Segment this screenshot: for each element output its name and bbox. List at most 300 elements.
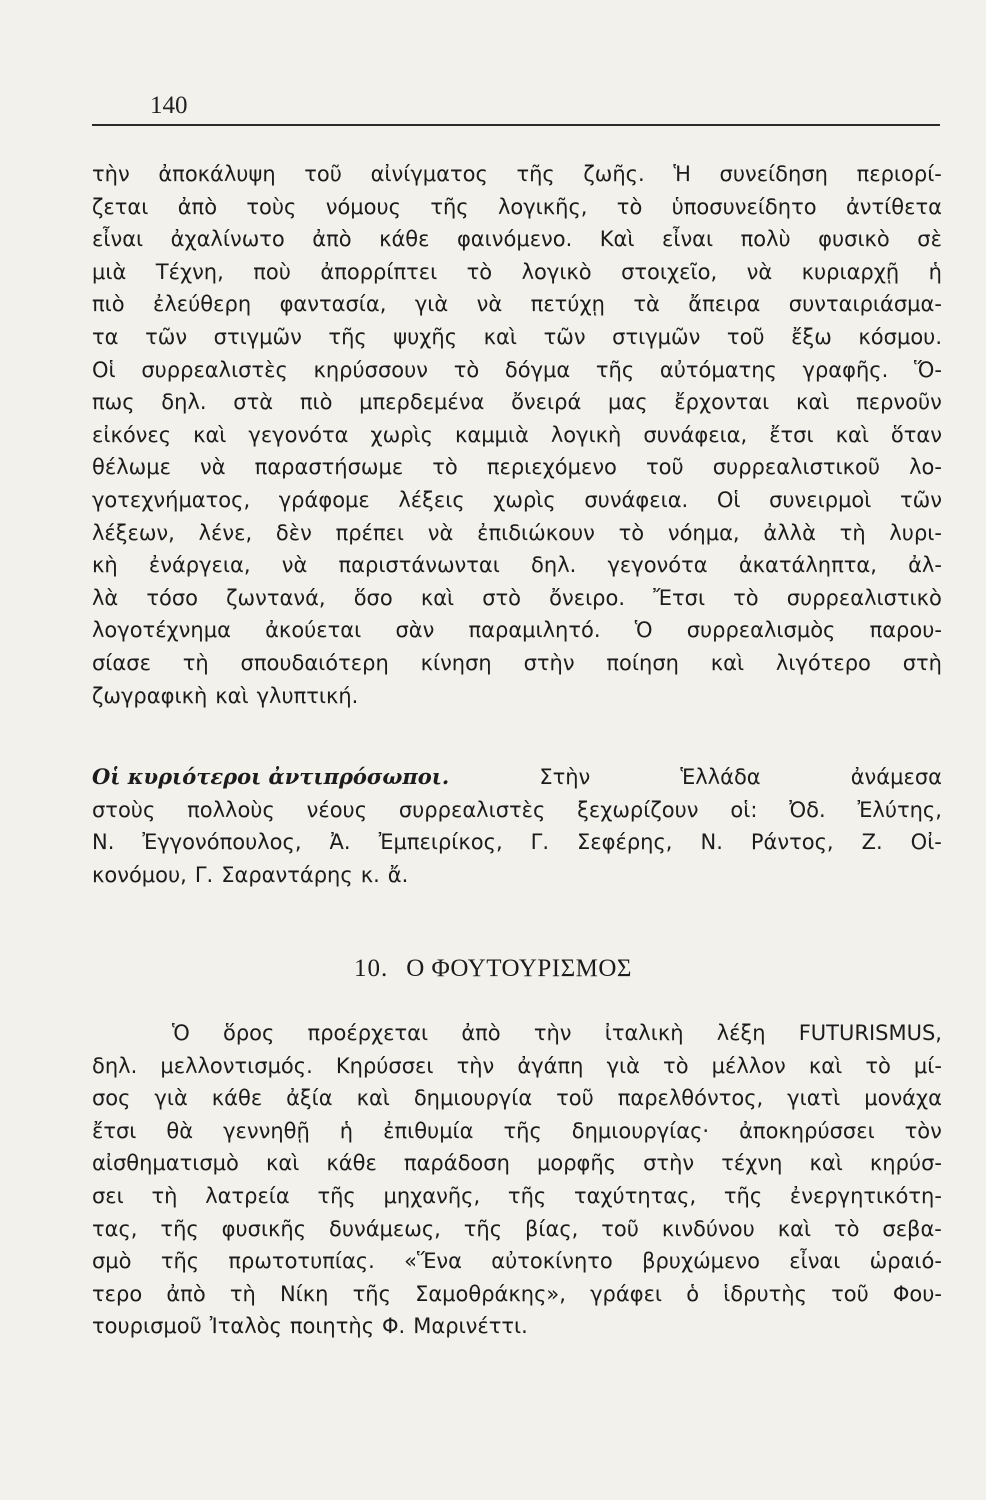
word: κάθε bbox=[326, 1151, 377, 1176]
text-line bbox=[92, 794, 942, 827]
word: ἐπιθυμία bbox=[383, 1118, 474, 1143]
word: δυνάμεως, bbox=[328, 1216, 441, 1241]
word: γεννηθῇ bbox=[223, 1118, 310, 1143]
word: στὰ bbox=[233, 390, 274, 415]
word: πολὺ bbox=[740, 227, 791, 252]
word: εἶναι bbox=[661, 227, 714, 252]
word: δηλ. bbox=[531, 553, 577, 578]
word: λιγότερο bbox=[775, 650, 871, 675]
word: περιεχόμενο bbox=[486, 455, 617, 480]
word: ὅσο bbox=[353, 585, 393, 610]
word: τῆς bbox=[160, 1216, 199, 1241]
word: τὸ bbox=[466, 259, 493, 284]
word: κηρύσσουν bbox=[313, 357, 429, 382]
text-line bbox=[92, 1213, 942, 1246]
word: Ὁ bbox=[172, 1021, 190, 1045]
word: ἀποκηρύσσει bbox=[739, 1118, 875, 1143]
word: νὰ bbox=[427, 520, 454, 545]
word: ξεχωρίζουν bbox=[577, 797, 699, 822]
word: Ἡ bbox=[673, 162, 691, 186]
word: Γ. bbox=[194, 862, 214, 887]
paragraph-2 bbox=[92, 761, 942, 891]
text-line bbox=[92, 1115, 942, 1148]
word: πιὸ bbox=[299, 390, 333, 415]
word: νὰ bbox=[200, 455, 226, 480]
text-line bbox=[92, 761, 942, 794]
header-rule bbox=[92, 124, 940, 126]
word: τὴν bbox=[533, 1021, 572, 1045]
word: Ἐμπειρίκος, bbox=[378, 830, 503, 855]
word: Ἐλύτης, bbox=[857, 797, 942, 822]
word: παρου- bbox=[869, 618, 942, 643]
word: Φ. bbox=[382, 1314, 406, 1339]
word: Γ. bbox=[530, 830, 550, 855]
word: ποιητὴς bbox=[289, 1314, 375, 1339]
word: σεβα- bbox=[882, 1216, 942, 1241]
word: Ν. bbox=[92, 830, 115, 855]
word: ἔξω bbox=[791, 324, 832, 349]
word: κηρύσ- bbox=[869, 1151, 942, 1176]
word: καὶ bbox=[808, 1053, 843, 1078]
word: κ. bbox=[360, 862, 380, 887]
word: αἰνίγματος bbox=[370, 162, 488, 186]
word: λογικὴ bbox=[550, 422, 622, 447]
word: γοτεχνήματος, bbox=[92, 487, 251, 512]
word: περιορί- bbox=[856, 162, 942, 186]
word: συνείδηση bbox=[719, 162, 828, 186]
word: Τέχνη, bbox=[155, 259, 224, 284]
word: ἔρχονται bbox=[674, 390, 770, 415]
word: τὸ bbox=[453, 357, 480, 382]
word: τὸ bbox=[733, 585, 759, 610]
word: μιὰ bbox=[92, 259, 127, 284]
word: Ἰταλὸς bbox=[209, 1314, 282, 1339]
text-line bbox=[92, 1278, 942, 1311]
word: στοὺς bbox=[92, 797, 156, 822]
word: ὁ bbox=[686, 1281, 700, 1306]
word: ἀγάπη bbox=[517, 1053, 584, 1078]
word: συρρεαλιστὲς bbox=[141, 357, 288, 382]
word: στιγμῶν bbox=[213, 324, 302, 349]
word: ἀκούεται bbox=[265, 618, 362, 643]
word: Ὀδ. bbox=[789, 797, 826, 822]
word: τοῦ bbox=[646, 455, 684, 480]
word: λογοτέχνημα bbox=[92, 618, 231, 643]
word: τῶν bbox=[900, 487, 942, 512]
word: ζωγραφικὴ bbox=[92, 683, 208, 708]
word: ἀξία bbox=[286, 1086, 333, 1111]
word: συνειρμοὶ bbox=[769, 487, 872, 512]
word: τὴ bbox=[182, 650, 209, 675]
word: μας bbox=[608, 390, 648, 415]
word: ἀχαλίνωτο bbox=[170, 227, 285, 252]
word: Οἱ bbox=[92, 357, 116, 382]
text-line bbox=[92, 582, 942, 615]
word: αὐτοκίνητο bbox=[491, 1249, 613, 1274]
word: καὶ bbox=[777, 1216, 812, 1241]
text-line bbox=[92, 826, 942, 859]
word: στοιχεῖο, bbox=[621, 259, 718, 284]
text-line bbox=[92, 647, 942, 680]
word: συρρεαλιστικὸ bbox=[786, 585, 942, 610]
word: τουρισμοῦ bbox=[92, 1314, 202, 1339]
text-line bbox=[92, 256, 942, 289]
word: καὶ bbox=[215, 683, 249, 708]
word: ἀλ- bbox=[908, 553, 942, 578]
word: παρελθόντος, bbox=[617, 1086, 764, 1111]
word: τέχνη bbox=[721, 1151, 783, 1176]
word: τὰ bbox=[633, 292, 660, 317]
word: ἐνεργητικότη- bbox=[789, 1183, 942, 1208]
text-line bbox=[92, 321, 942, 354]
word: κάθε bbox=[211, 1086, 263, 1111]
section-title-text: Ο ΦΟΥΤΟΥΡΙΣΜΟΣ bbox=[406, 955, 632, 982]
word: ἐνάργεια, bbox=[148, 553, 251, 578]
word: μπερδεμένα bbox=[359, 390, 485, 415]
word: Οἱ bbox=[716, 487, 741, 512]
word: ἀπορρίπτει bbox=[320, 259, 438, 284]
word: χωρὶς bbox=[370, 422, 433, 447]
word: ἐπιδιώκουν bbox=[477, 520, 595, 545]
word: ἄ. bbox=[387, 862, 409, 887]
paragraph-1 bbox=[92, 158, 942, 712]
word: σει bbox=[92, 1183, 124, 1208]
text-line bbox=[92, 549, 942, 582]
word: Μαρινέττι. bbox=[413, 1314, 528, 1339]
word: λένε, bbox=[198, 520, 253, 545]
word: δηλ. bbox=[92, 1053, 138, 1078]
word: χωρὶς bbox=[493, 487, 556, 512]
word: ἀπὸ bbox=[312, 227, 352, 252]
word: πρωτοτυπίας. bbox=[228, 1249, 375, 1274]
word: ὅταν bbox=[890, 422, 942, 447]
word: τῆς bbox=[430, 194, 469, 219]
word: κυριαρχῇ bbox=[801, 259, 900, 284]
word: γεγονότα bbox=[248, 422, 349, 447]
word: Οἰ- bbox=[910, 830, 942, 855]
word: εἰκόνες bbox=[92, 422, 172, 447]
word: Νίκη bbox=[279, 1281, 329, 1306]
text-line bbox=[92, 1245, 942, 1278]
word: σὲ bbox=[917, 227, 942, 252]
page-number: 140 bbox=[150, 92, 188, 119]
text-line bbox=[92, 1180, 942, 1213]
word: ἀκατάληπτα, bbox=[738, 553, 877, 578]
word: βίας, bbox=[524, 1216, 579, 1241]
word: τῶν bbox=[145, 324, 188, 349]
word: τῆς bbox=[516, 162, 555, 186]
word: ὄνειρο. bbox=[549, 585, 626, 610]
word: σμὸ bbox=[92, 1249, 132, 1274]
word: τα bbox=[92, 324, 119, 349]
word: καμμιὰ bbox=[454, 422, 529, 447]
word: γιὰ bbox=[606, 1053, 640, 1078]
word: τοὺς bbox=[246, 194, 297, 219]
word: τῆς bbox=[507, 1183, 547, 1208]
word: Ἀ. bbox=[329, 830, 351, 855]
word: τὴ bbox=[839, 520, 866, 545]
word: αἰσθηματισμὸ bbox=[92, 1151, 239, 1176]
word: λὰ bbox=[92, 585, 119, 610]
word: γράφει bbox=[590, 1281, 663, 1306]
word: ἰταλικὴ bbox=[604, 1021, 684, 1045]
word: πρέπει bbox=[335, 520, 405, 545]
word: γλυπτική. bbox=[256, 683, 359, 708]
word: τερο bbox=[92, 1281, 143, 1306]
text-line bbox=[92, 1310, 942, 1343]
word: τὸ bbox=[663, 1053, 689, 1078]
paragraph-3 bbox=[92, 1017, 942, 1343]
text-line bbox=[92, 517, 942, 550]
text-line bbox=[92, 680, 942, 713]
word: τῆς bbox=[723, 1183, 763, 1208]
word: συνταιριάσμα- bbox=[788, 292, 942, 317]
word: μέλλον bbox=[711, 1053, 786, 1078]
word: νέους bbox=[306, 797, 368, 822]
word: Σαμοθράκης», bbox=[415, 1281, 566, 1306]
word: κίνηση bbox=[420, 650, 492, 675]
word: Φου- bbox=[892, 1281, 942, 1306]
word: νόημα, bbox=[667, 520, 740, 545]
word: γράφομε bbox=[278, 487, 370, 512]
word: τοῦ bbox=[556, 1086, 594, 1111]
word: τῆς bbox=[328, 324, 367, 349]
word: συνάφεια, bbox=[643, 422, 748, 447]
word: νὰ bbox=[476, 292, 503, 317]
word: ἀπὸ bbox=[461, 1021, 501, 1045]
word: πιὸ bbox=[92, 292, 125, 317]
word: στὴν bbox=[523, 650, 575, 675]
word: ἡ bbox=[339, 1118, 354, 1143]
word: ποίηση bbox=[606, 650, 679, 675]
word: γεγονότα bbox=[607, 553, 708, 578]
word: ἡ bbox=[928, 259, 942, 284]
word: ἀπὸ bbox=[166, 1281, 206, 1306]
word: αὐτόματης bbox=[659, 357, 777, 382]
word: τῆς bbox=[595, 357, 635, 382]
word: περνοῦν bbox=[856, 390, 942, 415]
word: συνάφεια. bbox=[584, 487, 689, 512]
word: Σεφέρης, bbox=[577, 830, 673, 855]
word: Ὁ bbox=[634, 618, 653, 643]
word: τῆς bbox=[503, 1118, 542, 1143]
word: συρρεαλισμὸς bbox=[686, 618, 836, 643]
text-line bbox=[92, 191, 942, 224]
word: τὸ bbox=[432, 455, 458, 480]
word: ἐλεύθερη bbox=[153, 292, 252, 317]
word: δὲν bbox=[275, 520, 312, 545]
word: λο- bbox=[909, 455, 942, 480]
word: τὸ bbox=[616, 194, 643, 219]
word: τὸ bbox=[833, 1216, 860, 1241]
word: ποὺ bbox=[253, 259, 291, 284]
word: νὰ bbox=[281, 553, 308, 578]
word: καὶ bbox=[710, 650, 745, 675]
word: καὶ bbox=[193, 422, 227, 447]
word: τόσο bbox=[146, 585, 199, 610]
word: γραφῆς. bbox=[802, 357, 889, 382]
word: τὴ bbox=[151, 1183, 178, 1208]
word: λέξεις bbox=[398, 487, 465, 512]
word: ὄνειρά bbox=[511, 390, 582, 415]
word: FUTURISMUS, bbox=[798, 1021, 942, 1045]
word: τὴν bbox=[92, 162, 130, 186]
word: σὰν bbox=[395, 618, 435, 643]
word: τας, bbox=[92, 1216, 138, 1241]
text-line bbox=[92, 1147, 942, 1180]
word: στὴ bbox=[902, 650, 942, 675]
word: λέξη bbox=[716, 1021, 766, 1045]
text-line bbox=[92, 223, 942, 256]
word: τὸ bbox=[618, 520, 645, 545]
word: φαινόμενο. bbox=[456, 227, 573, 252]
word: κονόμου, bbox=[92, 862, 187, 887]
word: τὴν bbox=[456, 1053, 495, 1078]
word: Ζ. bbox=[861, 830, 883, 855]
word: μελλοντισμός. bbox=[160, 1053, 313, 1078]
section-number: 10. bbox=[354, 955, 389, 982]
word: δημιουργίας· bbox=[571, 1118, 710, 1143]
word: ζωῆς. bbox=[583, 162, 645, 186]
word: εἶναι bbox=[789, 1249, 841, 1274]
word: φυσικὸ bbox=[818, 227, 890, 252]
word: ταχύτητας, bbox=[573, 1183, 697, 1208]
word: λογικῆς, bbox=[497, 194, 588, 219]
word: λατρεία bbox=[205, 1183, 290, 1208]
word: «Ἕνα bbox=[404, 1249, 462, 1274]
word: φαντασία, bbox=[279, 292, 387, 317]
word: τῶν bbox=[543, 324, 586, 349]
word: λογικὸ bbox=[521, 259, 592, 284]
word: ἱδρυτὴς bbox=[723, 1281, 807, 1306]
word: καὶ bbox=[356, 1086, 390, 1111]
word: πολλοὺς bbox=[187, 797, 275, 822]
word: Στὴν bbox=[539, 765, 591, 789]
word: κινδύνου bbox=[661, 1216, 755, 1241]
word: ἀνάμεσα bbox=[850, 765, 942, 789]
word: τὸν bbox=[904, 1118, 942, 1143]
word: ἄπειρα bbox=[688, 292, 761, 317]
word: δημιουργία bbox=[413, 1086, 533, 1111]
word: δόγμα bbox=[504, 357, 571, 382]
word: τοῦ bbox=[601, 1216, 639, 1241]
word: μονάχα bbox=[864, 1086, 942, 1111]
word: βρυχώμενο bbox=[642, 1249, 760, 1274]
text-line bbox=[92, 451, 942, 484]
word: τοῦ bbox=[831, 1281, 869, 1306]
word: συρρεαλιστικοῦ bbox=[712, 455, 881, 480]
word: καὶ bbox=[809, 1151, 843, 1176]
word: τοῦ bbox=[726, 324, 765, 349]
word: Ὅ- bbox=[913, 357, 942, 382]
word: προέρχεται bbox=[307, 1021, 429, 1045]
word: μορφῆς bbox=[537, 1151, 617, 1176]
word: φυσικῆς bbox=[221, 1216, 307, 1241]
word: μηχανῆς, bbox=[383, 1183, 481, 1208]
word: στὸ bbox=[482, 585, 522, 610]
word: τῆς bbox=[317, 1183, 356, 1208]
word: τῆς bbox=[352, 1281, 391, 1306]
word: ἀντίθετα bbox=[845, 194, 942, 219]
word: ὑποσυνείδητο bbox=[671, 194, 817, 219]
word: ζωντανά, bbox=[226, 585, 326, 610]
word: συρρεαλιστὲς bbox=[398, 797, 546, 822]
text-line bbox=[92, 419, 942, 452]
word: κάθε bbox=[379, 227, 430, 252]
word: παριστάνωνται bbox=[338, 553, 500, 578]
word: καὶ bbox=[420, 585, 455, 610]
word: πως bbox=[92, 390, 135, 415]
word: Ἐγγονόπουλος, bbox=[142, 830, 302, 855]
word: παραστήσωμε bbox=[254, 455, 404, 480]
word: θέλωμε bbox=[92, 455, 171, 480]
text-line bbox=[92, 484, 942, 517]
word: νόμους bbox=[325, 194, 401, 219]
word: ζεται bbox=[92, 194, 149, 219]
section-heading bbox=[0, 955, 986, 983]
subheading-lead: Οἱ κυριότεροι ἀντιπρόσωποι. bbox=[92, 764, 450, 789]
word: τῆς bbox=[160, 1249, 200, 1274]
word: κόσμου. bbox=[858, 324, 942, 349]
word: Ν. bbox=[700, 830, 723, 855]
word: οἱ: bbox=[730, 797, 758, 822]
text-line bbox=[92, 859, 942, 892]
word: στὴν bbox=[643, 1151, 695, 1176]
word: νὰ bbox=[746, 259, 773, 284]
word: στιγμῶν bbox=[612, 324, 701, 349]
text-line bbox=[92, 158, 942, 191]
word: γιὰ bbox=[154, 1086, 188, 1111]
word: καὶ bbox=[796, 390, 830, 415]
word: τὸ bbox=[865, 1053, 891, 1078]
word: ψυχῆς bbox=[393, 324, 458, 349]
text-line bbox=[92, 354, 942, 387]
word: ἔτσι bbox=[92, 1118, 137, 1143]
word: τῆς bbox=[463, 1216, 503, 1241]
text-line bbox=[92, 1082, 942, 1115]
word: ἔτσι bbox=[769, 422, 814, 447]
word: Ἔτσι bbox=[653, 585, 706, 610]
word: σος bbox=[92, 1086, 131, 1111]
word: Ἑλλάδα bbox=[680, 765, 761, 789]
text-line bbox=[92, 614, 942, 647]
word: εἶναι bbox=[92, 227, 144, 252]
word: θὰ bbox=[166, 1118, 194, 1143]
word: Ράντος, bbox=[750, 830, 834, 855]
word: σίασε bbox=[92, 650, 151, 675]
word: Καὶ bbox=[599, 227, 635, 252]
word: γιὰ bbox=[414, 292, 449, 317]
text-line bbox=[92, 1017, 942, 1050]
text-line bbox=[92, 1050, 942, 1083]
word: ἀποκάλυψη bbox=[158, 162, 276, 186]
word: δηλ. bbox=[161, 390, 207, 415]
word: λέξεων, bbox=[92, 520, 175, 545]
word: Κηρύσσει bbox=[335, 1053, 434, 1078]
word: παράδοση bbox=[403, 1151, 510, 1176]
word: καὶ bbox=[483, 324, 517, 349]
word: τὴ bbox=[229, 1281, 256, 1306]
text-line bbox=[92, 386, 942, 419]
word: ὡραιό- bbox=[869, 1249, 942, 1274]
word: σπουδαιότερη bbox=[240, 650, 389, 675]
word: καὶ bbox=[265, 1151, 300, 1176]
text-line bbox=[92, 288, 942, 321]
word: καὶ bbox=[835, 422, 869, 447]
word: γιατὶ bbox=[787, 1086, 841, 1111]
word: παραμιλητό. bbox=[468, 618, 601, 643]
word: Σαραντάρης bbox=[221, 862, 353, 887]
